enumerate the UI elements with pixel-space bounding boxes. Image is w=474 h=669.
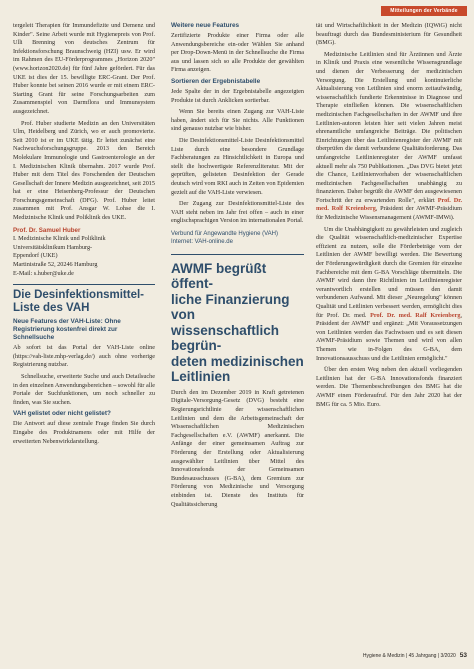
paragraph: Die Desinfektionsmittel-Liste Desinfektionsmittel Liste durch eine besondere Grundlage Fachberatungen zu Hinsichtlichkeit in Europa und stellt die hochwertigste Referenzliteratur. Mit der geprüften, gelisteten Desinfektion der Gerade deutsch wird vom RKI auch in Zeiten von Epidemien gezielt auf die VAH-Liste verwiesen. [171, 136, 304, 196]
paragraph: Der Zugang zur Desinfektionsmittel-Liste des VAH steht neben im Jahr frei offen – auch in einer englischsprachigen Version im internationalen Portal. [171, 200, 304, 225]
column-left [13, 22, 155, 449]
title-line: Die Desinfektionsmittel- [13, 289, 144, 302]
paragraph: Ab sofort ist das Portal der VAH-Liste online (https://vah-liste.mhp-verlag.de/) auch ohne vorherige Registrierung nutzbar. [13, 344, 155, 369]
section-tag: Mitteilungen der Verbände [381, 6, 467, 16]
column-middle [171, 22, 304, 512]
author-line: Universitätsklinikum Hamburg- [13, 243, 93, 251]
paragraph-text: Um die Unabhängigkeit zu gewährleisten und zugleich die Qualität wissenschaftlich-medizinischer Expertise effizient zu nutzen, solle die Förderbeträge vom der Leitlinien der AWMF bewilligt werden. Die Bewertung der Förderungswürdigkeit durch die Gremien für einzelne Fachbereiche mit dem G-BA Vorschläge übermitteln. Die AWMF wird dann ihre Richtlinien im Leitlinienregister verantwortlich erstellen und müssen den damit verbundenen Aufwand. Mit dieser „Neuregelung" können Qualität und Leitlinien verbessert werden, ermöglicht dies für Prof. Dr. med. [316, 225, 462, 319]
subheading: Neue Features der VAH-Liste: Ohne Registrierung kostenfrei direkt zur Schnellsuche [13, 318, 121, 342]
article-title [13, 284, 155, 315]
person-name: Prof. Dr. med. Ralf Kreienberg [370, 311, 461, 319]
paragraph: Die Antwort auf diese zentrale Frage finden Sie durch Eingabe des Produktnamens oder mit Hilfe der erweiterten Nebenwirkdarstellung. [13, 420, 155, 445]
title-line: AWMF begrüßt öffent- [171, 260, 267, 292]
author-email: E-Mail: s.huber@uke.de [13, 269, 74, 277]
paragraph: Schnellsuche, erweiterte Suche und auch Detailsuche in den einzelnen Anwendungsbereichen – sowohl für alle Portale der Suchfunktionen, um noch schneller zu finden, was Sie suchen. [13, 373, 155, 406]
author-block [13, 227, 155, 279]
article-title [171, 254, 304, 385]
title-line: wissenschaftlich begrün- [171, 322, 280, 354]
paragraph: Wenn Sie bereits einen Zugang zur VAH-Liste haben, ändert sich für Sie nichts. Alle Funktionen sind genauso nutzbar wie bisher. [171, 108, 304, 133]
author-line: I. Medizinische Klinik und Poliklinik [13, 235, 106, 243]
title-line: Liste des VAH [13, 302, 90, 315]
source-org: Verbund für Angewandte Hygiene (VAH) [171, 230, 278, 237]
paragraph-text: , Präsident der AWMF und ergänzt: „Mit Voraussetzungen von Leitlinien werden das Fachwissen und es seit diesen AWMF-Präsidium sowie Themen und wird von allen Themen wie in-Folgen des G-BA, dem Innovationsausschuss und die Leitlinien ermöglicht." [316, 311, 463, 362]
paragraph: Durch den im Dezember 2019 in Kraft getretenen Digitale-Versorgung-Gesetz (DVG) besteht eine Regierungsrichtlinie der wissenschaftlichen Leitlinien und dem die Arbeitsgemeinschaft der Wissenschaftlichen Medizinischen Fachgesellschaften e.V. (AWMF) anerkannt. Die Anfänge der einer gemeinsamen Auftrag zur Förderung der Erstellung oder Aktualisierung ausgewählter Leitlinien über Mittel des Innovationsfonds der Gemeinsamen Bundesausschusses (G-BA), dem Gremium zur Förderung von Medizinische und Versorgung einbinden ist. Dienste des Instituts für Qualitätssicherung [171, 388, 304, 508]
paragraph: tergeleit Therapien für Immundefizite und Demenz und Kinder". Seine Arbeit wurde mit Hygienepreis von Prof. Ulli Brenning von deutsches Zentrum für Infektionsforschung Braunschweig (HZI) usw. Er wird im Rahmen des EU-Förderprogrammes „Horizon 2020" (www.horizon2020.de) für fünf Jahre gefördert. Für das UKE ist dies der 15. bewilligte ERC-Grant. Der Prof. Huber konnte bei seinen 2016 wurde er mit einem ERC-Starting Grant für seine Forschungsarbeiten zum Zusammenspiel von Darmflora und Immunsystem ausgezeichnet. [13, 22, 155, 115]
paragraph: tät und Wirtschaftlichkeit in der Medizin (IQWiG) nicht beauftragt durch das Bundesministerium für Gesundheit (BMG). [316, 22, 462, 47]
title-line: Leitlinien [171, 369, 231, 385]
paragraph [316, 51, 462, 223]
subheading: Weitere neue Features [171, 22, 240, 29]
paragraph: Prof. Huber studierte Medizin an den Universitäten Ulm, Heidelberg und Zürich, wo er auch promovierte. Seit 2010 ist er im UKE tätig. Er leitet zunächst eine Nachwuchsforschungsgruppe. 2013 den Bereich Molekulare Immunologie und Gastroenterologie an der I. Medizinischen Klinik übernahm. 2017 wurde Prof. Huber mit dem Titel des Forschenden der Deutschen Gesellschaft der Innere Medizin ausgezeichnet, seit 2015 hat er eine Heisenberg-Professur der Deutschen Forschungsgemeinschaft (DFG). Prof. Huber leitet zusammen mit Prof. Ansgar W. Lohse die I. Medizinische Klinik und Poliklinik des UKE. [13, 119, 155, 222]
source-block [171, 230, 304, 246]
journal-info: Hygiene & Medizin | 45 Jahrgang | 3/2020 [362, 653, 456, 659]
subheading: VAH gelistet oder nicht gelistet? [13, 410, 111, 418]
title-line: deten medizinischen [171, 353, 304, 369]
author-line: Martinistraße 52, 20246 Hamburg [13, 261, 98, 269]
paragraph [316, 226, 462, 364]
paragraph-text: , Präsident der AWMF-Präsidium für Medizinische Wissensmanagement (AWMF-IMWi). [316, 205, 462, 222]
paragraph: Über den ersten Weg neben den aktuell vorliegenden Leitlinien hat der G-BA Innovationsfonds finanziert werden. Die Themenbeschreibungen des BMG hat die AWMF einen Förderaufruf. Für den Jahr 2020 hat der BMG für ca. 5 Mio. Euro. [316, 366, 462, 408]
author-name: Prof. Dr. Samuel Huber [13, 226, 81, 234]
page-footer [340, 652, 467, 659]
page-number: 53 [459, 652, 467, 659]
author-line: Eppendorf (UKE) [13, 252, 58, 260]
title-line: liche Finanzierung von [171, 291, 290, 323]
person-name: Prof. Dr. med. Rolf Kreienberg [316, 196, 462, 213]
paragraph-text: Medizinische Leitlinien sind für Ärztinnen und Ärzte in Klinik und Praxis eine wesentliche Wissensgrundlage und dienen der Verbesserung der medizinischen Versorgung. Die Erstellung und kontinuierliche Aktualisierung von Leitlinien sind enorm zeitaufwändig, wissenschaftlich fundierte Erkenntnisse in Diagnose und Therapie einfließen können. Die wissenschaftlichen medizinischen Fachgesellschaften in der AWMF und ihre Leitlinien-autoren leisten hier seit vielen Jahren meist ehrenamtliche umfangreiche Beiträge. Die politischen Einrichtungen über das Leitlinienregister der AWMF mit überprüfen die damit verbundene Qualitätsforderung. Das umfangreiche Leitlinienregister der AWMF umfasst aktuell mehr als 750 Publikationen. „Das DVG bietet jetzt die Chance, Leitlinienvorhaben der wissenschaftlichen medizinischen Fachgesellschaften unabhängig zu finanzieren. Daher begrüßt die AWMF den ausgewiesenen Fortschritt der zu erwartenden Rolle", erklärt [316, 50, 462, 204]
subheading: Sortieren der Ergebnistabelle [171, 77, 261, 85]
paragraph: Jede Spalte der in der Ergebnistabelle angezeigten Produkte ist durch Anklicken sortierbar. [171, 87, 304, 104]
source-url: Internet: VAH-online.de [171, 238, 233, 245]
paragraph: Zertifizierte Produkte einer Firma oder alle Anwendungsbereiche ein-oder Wählen Sie anhand per Drop-Down-Menü in der Schnellsuche die Firma aus und lassen sich so alle Produkte der gewählten Firma anzeigen. [171, 32, 304, 74]
column-right [316, 22, 462, 412]
